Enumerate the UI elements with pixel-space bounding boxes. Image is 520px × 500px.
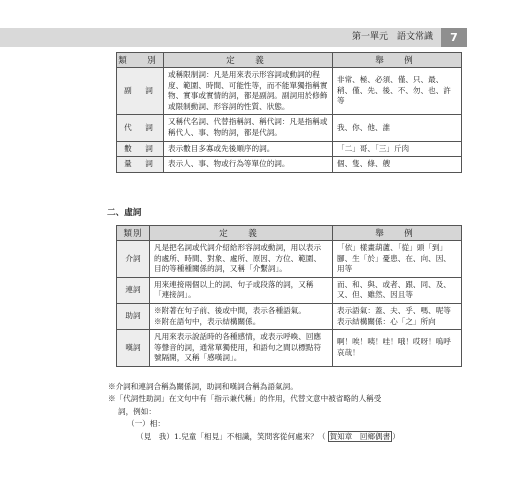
- example-cell: 個、隻、條、艘: [333, 157, 462, 173]
- table-row: [117, 115, 462, 141]
- definition-cell: 又稱代名詞、代替指稱詞、稱代詞：凡是指稱或稱代人、事、物的詞，都是代詞。: [164, 115, 333, 141]
- note-example: [108, 431, 464, 443]
- category-cell: 量 詞: [117, 157, 164, 173]
- note-pronoun-particle: ※「代詞性助詞」在文句中有「指示兼代稱」的作用，代替文意中被省略的人稱受: [108, 394, 382, 404]
- notes-section: [108, 381, 464, 443]
- table-function-words: [116, 225, 462, 367]
- header-example: 舉 例: [333, 53, 462, 68]
- example-cell: 而、和、與、或者、跟、同、及、又、但、雖然、因且等: [333, 277, 462, 303]
- note-pronoun-particle-cont: 詞，例如：: [118, 406, 156, 416]
- example-cell: 非常、極、必須、僅、只、最、稍、僅、先、後、不、勿、也、許等: [333, 68, 462, 115]
- example-text: （見 我）1.兒童「相見」不相識，笑問客從何處來？（: [136, 431, 326, 441]
- category-cell: 嘆詞: [117, 330, 150, 367]
- header-definition: 定 義: [164, 53, 333, 68]
- example-cell: 啊！唉！咦！哇！哦！哎呀！嗚呼哀哉！: [333, 330, 462, 367]
- page-header-bar: [0, 28, 441, 47]
- definition-cell: 或稱限制詞：凡是用來表示形容詞或動詞的程度、範圍、時間、可能性等，而不能單獨指稱實物、實事或實情的詞，都是副詞。副詞用於修飾或限制動詞、形容詞的性質、狀態。: [164, 68, 333, 115]
- table-row: [117, 303, 462, 329]
- table-content-words: [116, 52, 462, 173]
- header-definition: 定 義: [150, 226, 333, 241]
- example-cell: 「依」樣畫葫蘆、「從」頭「到」腳、生「於」憂患、在、向、因、用等: [333, 241, 462, 278]
- note-sub-heading: （一）相：: [127, 419, 165, 429]
- definition-cell: 用來連接兩個以上的詞、句子或段落的詞，又稱「連接詞」。: [150, 277, 333, 303]
- table-header-row: [117, 53, 462, 68]
- page-header-title: 第一單元 語文常識: [351, 32, 433, 42]
- example-cell: 「二」哥、「三」斤肉: [333, 141, 462, 157]
- category-cell: 代 詞: [117, 115, 164, 141]
- header-example: 舉 例: [333, 226, 462, 241]
- table-row: [117, 141, 462, 157]
- example-source: 賀知章 回鄉偶書: [329, 431, 391, 441]
- category-cell: 數 詞: [117, 141, 164, 157]
- category-cell: 介詞: [117, 241, 150, 278]
- example-cell: 表示語氣：蓋、夫、乎、嗎、呢等 表示結構關係：心「之」所向: [333, 303, 462, 329]
- table-row: [117, 277, 462, 303]
- header-category: 類別: [117, 226, 150, 241]
- definition-cell: ※附著在句子前、後或中間，表示各種語氣。 ※附在語句中，表示結構關係。: [150, 303, 333, 329]
- example-end: ）: [392, 431, 400, 441]
- definition-cell: 凡是把名詞或代詞介紹給形容詞或動詞，用以表示的處所、時間、對象、處所、原因、方位、範圍、目的等種種關係的詞，又稱「介繫詞」。: [150, 241, 333, 278]
- table-row: [117, 157, 462, 173]
- section-title: 二、虛詞: [107, 208, 142, 218]
- header-category: 類 別: [117, 53, 164, 68]
- category-cell: 連詞: [117, 277, 150, 303]
- table-row: [117, 241, 462, 278]
- page-number: 7: [441, 28, 467, 47]
- note-relation-words: ※介詞和連詞合稱為關係詞，助詞和嘆詞合稱為語氣詞。: [108, 382, 298, 391]
- table-header-row: [117, 226, 462, 241]
- category-cell: 助詞: [117, 303, 150, 329]
- example-cell: 我、你、他、誰: [333, 115, 462, 141]
- definition-cell: 表示數目多寡或先後順序的詞。: [164, 141, 333, 157]
- definition-cell: 表示人、事、物或行為等單位的詞。: [164, 157, 333, 173]
- definition-cell: 凡用來表示說話時的各種感情，或表示呼喚、回應等聲音的詞，通常單獨使用，和語句之間以標點符號隔開，又稱「感嘆詞」。: [150, 330, 333, 367]
- table-row: [117, 68, 462, 115]
- table-row: [117, 330, 462, 367]
- category-cell: 副 詞: [117, 68, 164, 115]
